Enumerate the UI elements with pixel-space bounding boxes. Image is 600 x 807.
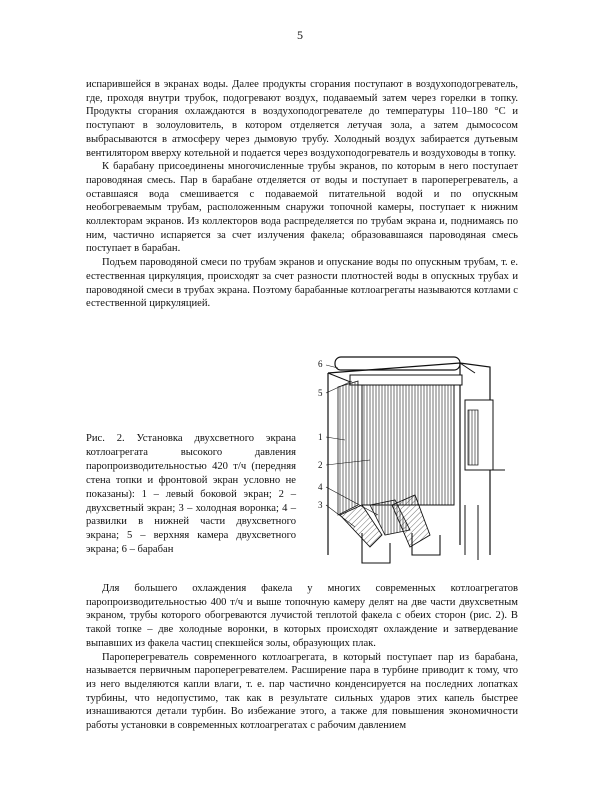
text-block-bottom (86, 582, 518, 733)
label-4: 4 (318, 482, 323, 492)
paragraph: Пароперегреватель современного котлоагрегата, в который поступает пар из барабана, называется первичным пароперегревателем. Расширение пара в турбине приводит к тому, что из него выделяются капли влаги, т. е. пар частично конденсируется на последних лопатках турбины, что недопустимо, так как в результате сильных ударов этих капель быстрее изнашиваются детали турбин. Во избежание этого, а также для повышения экономичности работы установки в современных котлоагрегатах с рабочим давлением (86, 651, 518, 732)
boiler-diagram (300, 355, 520, 570)
paragraph: К барабану присоединены многочисленные трубы экранов, по которым в него поступает пароводяная смесь. Пар в барабане отделяется от воды и поступает в пароперегреватель, а оставшаяся вода смешивается с подаваемой питательной водой и по опускным необогреваемым трубам, расположенным снаружи топочной камеры, поступает к нижним коллекторам экранов. Из коллекторов вода распределяется по трубам экрана и, поднимаясь по ним, частично испаряется за счет излучения факела; образовавшаяся пароводяная смесь поступает в барабан. (86, 161, 518, 255)
page-number: 5 (297, 28, 303, 42)
label-2: 2 (318, 460, 323, 470)
label-1: 1 (318, 432, 323, 442)
paragraph: Подъем пароводяной смеси по трубам экранов и опускание воды по опускным трубам, т. е. естественная циркуляция, происходят за счет разности плотностей воды в опускных трубах и пароводяной смеси в трубах экрана. Поэтому барабанные котлоагрегаты называются котлами с естественной циркуляцией. (86, 257, 518, 310)
paragraph: испарившейся в экранах воды. Далее продукты сгорания поступают в воздухоподогреватель, где, проходя внутри трубок, подогревают воздух, подаваемый затем через горелки в топку. Продукты сгорания охлаждаются в воздухоподогревателе до температуры 110–180 °С и поступают в золоуловитель, в котором отделяется летучая зола, а затем дымососом выбрасываются в атмосферу через дымовую трубу. Холодный воздух забирается дутьевым вентилятором вверху котельной и подается через воздухоподогреватель и воздуховоды в топку. (86, 79, 518, 159)
two-sided-screen (362, 385, 454, 505)
label-3: 3 (318, 500, 323, 510)
label-6: 6 (318, 359, 323, 369)
figure-caption: Рис. 2. Установка двухсветного экрана котлоагрегата высокого давления паропроизводительностью 420 т/ч (передняя стена топки и фронтовой экран условно не показаны): 1 – левый боковой экран; 2 – двухсветный экран; 3 – холодная воронка; 4 – развилки в нижней части двухсветного экрана; 5 – верхняя камера двухсветного экрана; 6 – барабан (86, 433, 296, 556)
paragraph: Для большего охлаждения факела у многих современных котлоагрегатов паропроизводительностью 400 т/ч и выше топочную камеру делят на две части двухсветным экраном, трубы которого обогреваются лучистой теплотой факела с обеих сторон (рис. 2). В такой топке – две холодные воронки, в которых происходят охлаждение и затвердевание выпавших из факела частиц спекшейся золы, образующих плак. (86, 583, 518, 649)
upper-chamber (350, 375, 462, 385)
text-block-top (86, 78, 518, 311)
label-5: 5 (318, 388, 323, 398)
boiler-screen-figure (300, 355, 520, 570)
